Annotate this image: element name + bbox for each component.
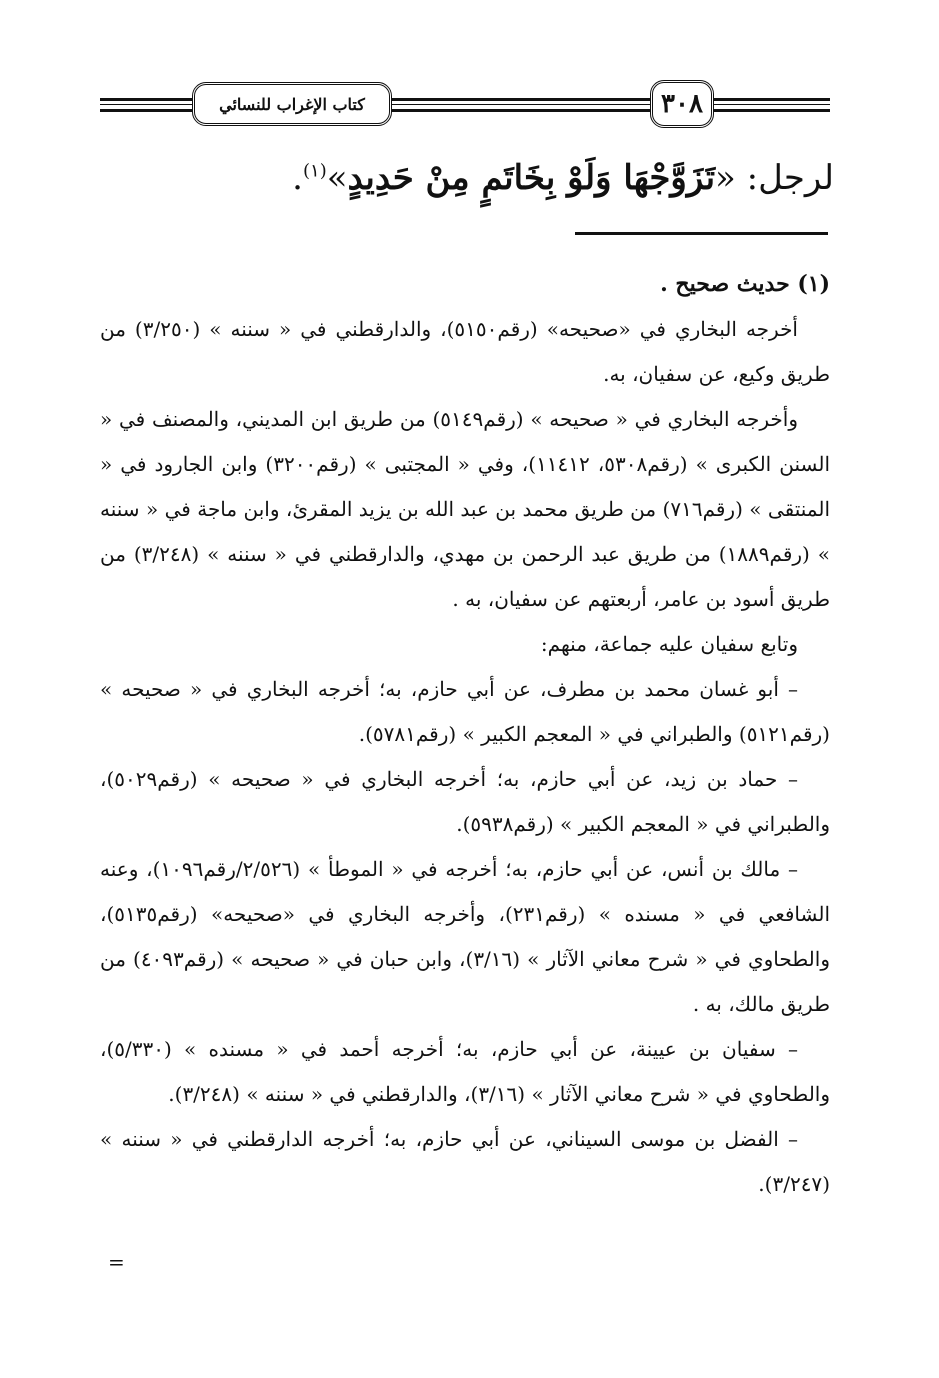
page-number: ٣٠٨	[661, 89, 703, 119]
book-title: كتاب الإغراب للنسائي	[219, 94, 365, 114]
page-number-box	[650, 80, 714, 128]
footnote-list-item: – الفضل بن موسى السيناني، عن أبي حازم، به؛ أخرجه الدارقطني في « سننه » (٣/٢٤٧).	[100, 1127, 830, 1196]
footnote-paragraph: وأخرجه البخاري في « صحيحه » (رقم٥١٤٩) من طريق ابن المديني، والمصنف في « السنن الكبرى » (رقم٥٣٠٨، ١١٤١٢)، وفي « المجتبى » (رقم٣٢٠٠) وابن الجارود في « المنتقى » (رقم٧١٦) من طريق محمد بن عبد الله بن يزيد المقرئ، وابن ماجة في « سننه » (رقم١٨٨٩) من طريق عبد الرحمن بن مهدي، والدارقطني في « سننه » (٣/٢٤٨) من طريق أسود بن عامر، أربعتهم عن سفيان، به .	[100, 407, 830, 611]
footnote-list-item: – أبو غسان محمد بن مطرف، عن أبي حازم، به؛ أخرجه البخاري في « صحيحه » (رقم٥١٢١) والطبراني في « المعجم الكبير » (رقم٥٧٨١).	[100, 677, 830, 746]
header-rule-left	[100, 98, 198, 112]
footnote-paragraph: وتابع سفيان عليه جماعة، منهم:	[540, 632, 798, 656]
main-text-prefix: لرجل: «	[715, 158, 834, 198]
footnote-list-item: – سفيان بن عيينة، عن أبي حازم، به؛ أخرجه أحمد في « مسنده » (٥/٣٣٠)، والطحاوي في « شرح معاني الآثار » (٣/١٦)، والدارقطني في « سننه » (٣/٢٤٨).	[100, 1037, 830, 1106]
footnote-separator	[575, 232, 828, 235]
footnote-ref: (١)	[302, 160, 327, 182]
book-title-box	[192, 82, 392, 126]
footnote-list-item: – مالك بن أنس، عن أبي حازم، به؛ أخرجه في « الموطأ » (٢/٥٢٦/رقم١٠٩٦)، وعنه الشافعي في « مسنده » (رقم٢٣١)، وأخرجه البخاري في «صحيحه» (رقم٥١٣٥)، والطحاوي في « شرح معاني الآثار » (٣/١٦)، وابن حبان في « صحيحه » (رقم٤٠٩٣) من طريق مالك، به .	[100, 857, 831, 1016]
header-rule-right	[712, 98, 830, 112]
footnote-list-item: – حماد بن زيد، عن أبي حازم، به؛ أخرجه البخاري في « صحيحه » (رقم٥٠٢٩)، والطبراني في « المعجم الكبير » (رقم٥٩٣٨).	[100, 767, 830, 836]
footnotes	[100, 262, 830, 1207]
continuation-mark: =	[108, 1250, 125, 1274]
main-text-line	[292, 158, 834, 198]
header-rule-middle	[390, 98, 652, 112]
main-text-end: .	[292, 158, 303, 198]
main-text-suffix: »	[326, 158, 348, 198]
footnote-title: (١) حديث صحيح .	[660, 271, 830, 297]
hadith-text: تَزَوَّجْهَا وَلَوْ بِخَاتَمٍ مِنْ حَدِيدٍ	[347, 158, 716, 198]
footnote-paragraph: أخرجه البخاري في «صحيحه» (رقم٥١٥٠)، والدارقطني في « سننه » (٣/٢٥٠) من طريق وكيع، عن سفيان، به.	[100, 317, 830, 386]
